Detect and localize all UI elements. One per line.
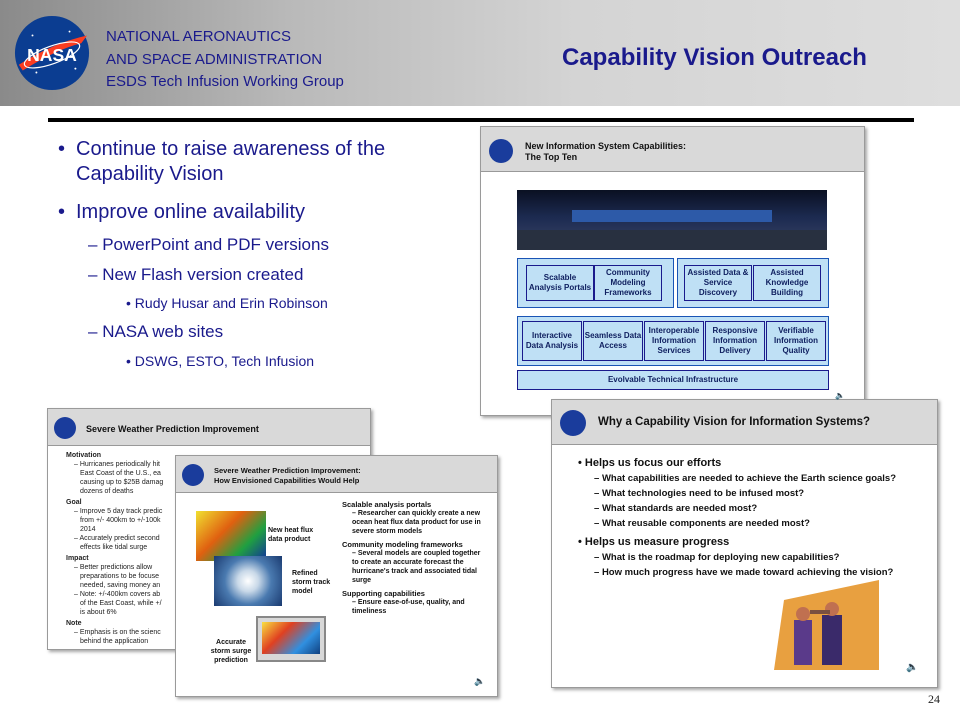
thumbnail-line: – Accurately predict second (74, 535, 160, 542)
thumbnail-line: – Improve 5 day track predic (74, 508, 163, 515)
thumbnail-line: of the East Coast, while +/ (80, 600, 162, 607)
svg-text:NASA: NASA (27, 44, 77, 65)
agency-line-1: NATIONAL AERONAUTICS (106, 28, 292, 45)
capability-footer: Evolvable Technical Infrastructure (517, 370, 829, 390)
capability-cell: Interoperable Information Services (644, 321, 704, 361)
thumbnail-heading: Note (66, 620, 82, 627)
sub-bullet-flash: – New Flash version created (88, 265, 304, 284)
thumbnail-line: causing up to $25B damag (80, 479, 164, 486)
page-number: 24 (928, 692, 940, 706)
thumbnail-line: – Researcher can quickly create a new ocean heat flux data product for use in severe storm models (352, 510, 481, 535)
thumbnail-line: is about 6% (80, 609, 117, 616)
thumbnail-line: dozens of deaths (80, 488, 134, 495)
thumbnail-why-capability-vision (551, 399, 938, 688)
why-sub-bullet: – What is the roadmap for deploying new capabilities? (594, 552, 840, 563)
thumbnail-line: Community modeling frameworks (342, 540, 463, 549)
thumbnail-heading: Impact (66, 555, 89, 562)
capability-cell: Seamless Data Access (583, 321, 643, 361)
thumbnail-line: 2014 (80, 526, 96, 533)
agency-line-3: ESDS Tech Infusion Working Group (106, 73, 344, 90)
image-label: Accurate storm surge prediction (210, 639, 252, 664)
speaker-icon: 🔈 (835, 391, 845, 400)
thumbnail-line: from +/- 400km to +/-100k (80, 517, 161, 524)
monitor-image (256, 616, 326, 662)
sub-sub-bullet-authors: • Rudy Husar and Erin Robinson (126, 295, 328, 311)
thumbnail-heading: Motivation (66, 452, 101, 459)
thumbnail-line: Scalable analysis portals (342, 500, 432, 509)
why-sub-bullet: – What reusable components are needed most? (594, 518, 810, 529)
why-bullet-measure: • Helps us measure progress (578, 536, 730, 548)
why-sub-bullet: – What standards are needed most? (594, 503, 758, 514)
heat-flux-image (196, 511, 266, 561)
nasa-logo-icon (54, 417, 76, 439)
image-label: Refined storm track model (292, 570, 331, 595)
thumbnail-line: East Coast of the U.S., ea (80, 470, 161, 477)
thumbnail-title: Severe Weather Prediction Improvement (86, 424, 259, 434)
bullet-online: • Improve online availability (58, 201, 306, 223)
image-label: New heat flux data product (268, 527, 314, 543)
why-sub-bullet: – How much progress have we made toward achieving the vision? (594, 567, 894, 578)
people-looking-illustration (774, 580, 884, 670)
sub-bullet-websites: – NASA web sites (88, 322, 224, 341)
thumbnail-line: effects like tidal surge (80, 544, 148, 551)
thumbnail-line: needed, saving money an (80, 582, 161, 589)
agency-line-2: AND SPACE ADMINISTRATION (106, 51, 323, 68)
thumbnail-top-ten (480, 126, 865, 416)
capability-cell: Community Modeling Frameworks (594, 265, 662, 301)
thumbnail-line: – Better predictions allow (74, 564, 153, 571)
thumbnail-line: – Hurricanes periodically hit (74, 461, 160, 468)
thumbnail-line: – Several models are coupled together to create an accurate forecast the hurricane's track and associated tidal surge (352, 550, 481, 584)
sub-sub-bullet-sites: • DSWG, ESTO, Tech Infusion (126, 353, 315, 369)
thumbnail-line: – Emphasis is on the scienc (74, 629, 161, 636)
capability-cell: Responsive Information Delivery (705, 321, 765, 361)
nasa-logo-icon (13, 14, 91, 92)
sub-bullet-ppt: – PowerPoint and PDF versions (88, 235, 329, 254)
speaker-icon: 🔈 (474, 676, 486, 686)
why-sub-bullet: – What capabilities are needed to achieve the Earth science goals? (594, 473, 897, 484)
nasa-logo-icon (182, 464, 204, 486)
thumbnail-line: Supporting capabilities (342, 589, 425, 598)
capability-cell: Assisted Knowledge Building (753, 265, 821, 301)
slide-title: Capability Vision Outreach (562, 44, 867, 71)
title-rule (48, 118, 914, 122)
thumbnail-line: – Ensure ease-of-use, quality, and timeliness (352, 599, 465, 615)
thumbnail-title: Severe Weather Prediction Improvement: How Envisioned Capabilities Would Help (214, 466, 361, 485)
thumbnail-body (342, 500, 487, 620)
bullet-awareness: • Continue to raise awareness of the Capability Vision (58, 138, 386, 185)
why-sub-bullet: – What technologies need to be infused most? (594, 488, 805, 499)
thumbnail-line: behind the application (80, 638, 149, 645)
speaker-icon: 🔈 (906, 662, 919, 673)
capability-cell: Verifiable Information Quality (766, 321, 826, 361)
storm-track-image (214, 556, 282, 606)
thumbnail-line: preparations to be focuse (80, 573, 159, 580)
why-bullet-focus: • Helps us focus our efforts (578, 457, 722, 469)
capability-cell: Scalable Analysis Portals (526, 265, 594, 301)
thumbnail-title: New Information System Capabilities: The Top Ten (525, 141, 687, 162)
capability-cell: Assisted Data & Service Discovery (684, 265, 752, 301)
thumbnail-severe-weather-capabilities (175, 455, 498, 697)
control-room-photo (517, 190, 827, 250)
thumbnail-line: – Note: +/-400km covers ab (74, 591, 161, 598)
nasa-logo-icon (489, 139, 513, 163)
thumbnail-body (64, 451, 184, 646)
nasa-logo-icon (560, 410, 586, 436)
capability-cell: Interactive Data Analysis (522, 321, 582, 361)
thumbnail-heading: Goal (66, 499, 82, 506)
thumbnail-title: Why a Capability Vision for Information Systems? (598, 416, 871, 428)
